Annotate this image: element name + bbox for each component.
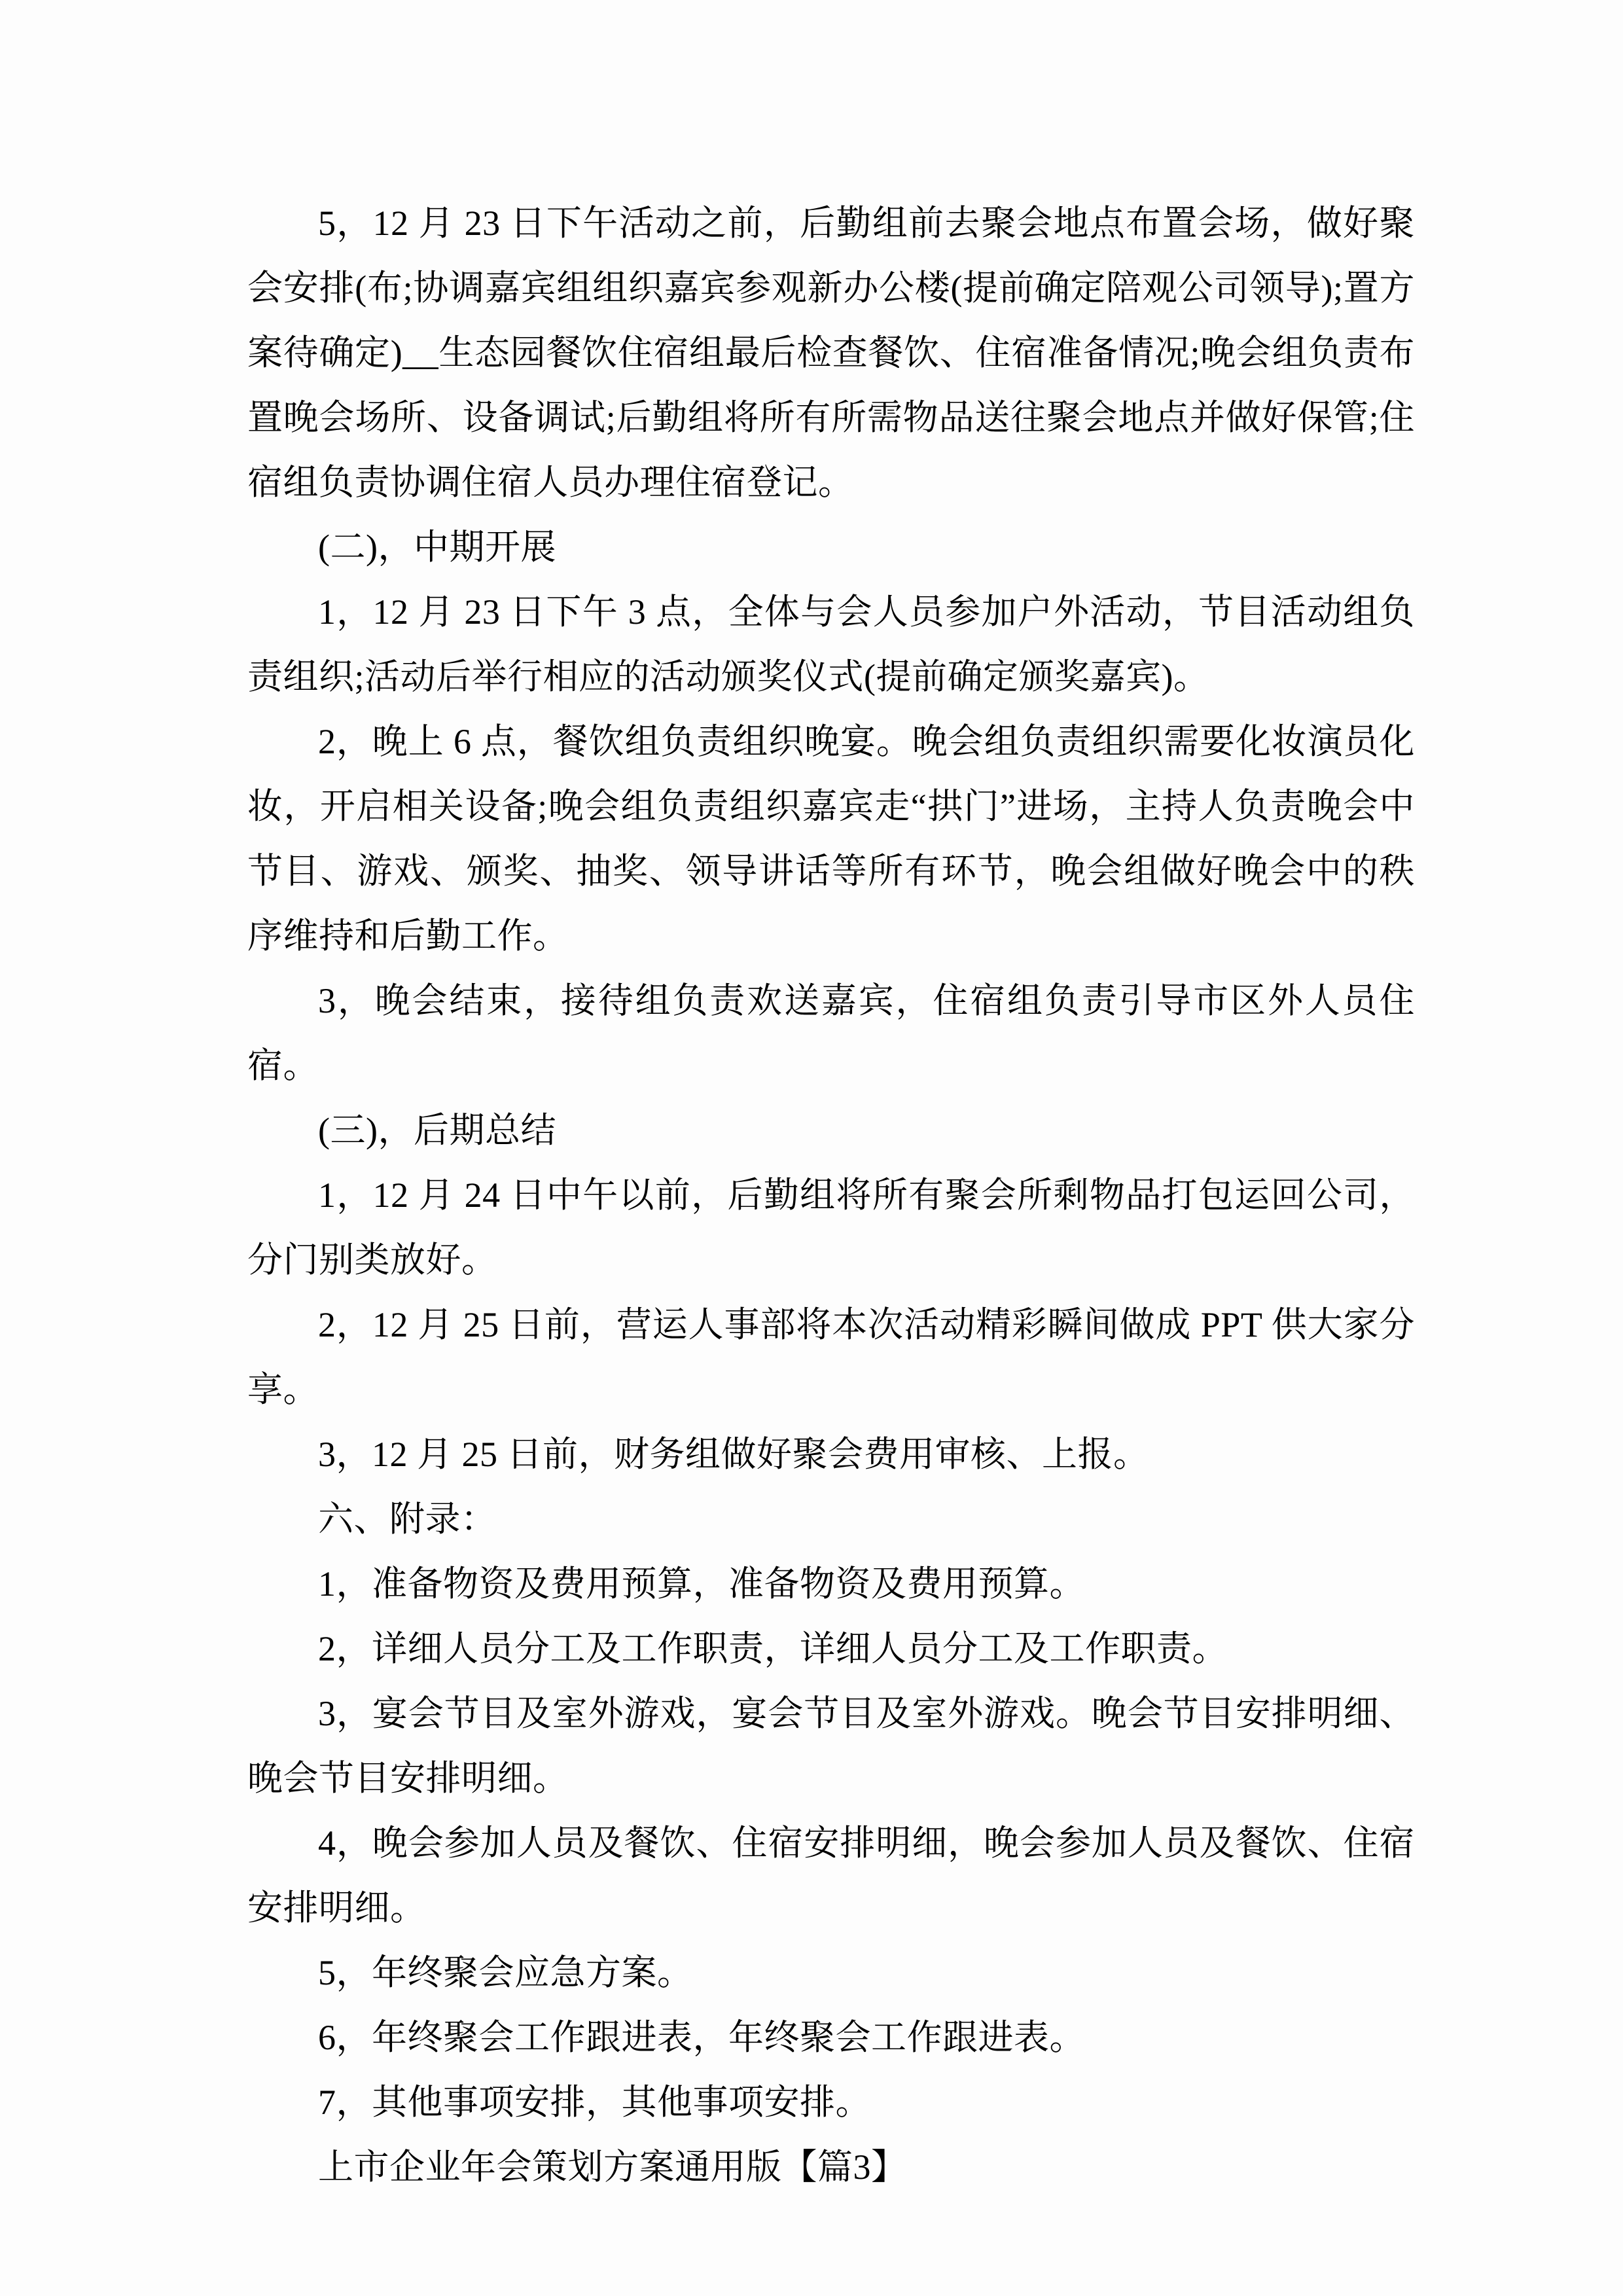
paragraph: 2，详细人员分工及工作职责，详细人员分工及工作职责。 (318, 1629, 1228, 1668)
paragraph: 6，年终聚会工作跟进表，年终聚会工作跟进表。 (318, 2018, 1085, 2057)
paragraph: 4，晚会参加人员及餐饮、住宿安排明细，晚会参加人员及餐饮、住宿安排明细。 (247, 1823, 1415, 1928)
paragraph: 5，12 月 23 日下午活动之前，后勤组前去聚会地点布置会场，做好聚会安排(布;协调嘉宾组组织嘉宾参观新办公楼(提前确定陪观公司领导);置方案待确定)__生态园餐饮住宿组最后检查餐饮、住宿准备情况;晚会组负责布置晚会场所、设备调试;后勤组将所有所需物品送往聚会地点并做好保管;住宿组负责协调住宿人员办理住宿登记。 (247, 204, 1415, 502)
paragraph: 3，宴会节目及室外游戏，宴会节目及室外游戏。晚会节目安排明细、晚会节目安排明细。 (247, 1694, 1415, 1798)
paragraph: 7，其他事项安排，其他事项安排。 (318, 2083, 871, 2122)
paragraph: (二)，中期开展 (318, 528, 556, 567)
paragraph: 2，12 月 25 日前，营运人事部将本次活动精彩瞬间做成 PPT 供大家分享。 (247, 1305, 1415, 1409)
paragraph: 3，晚会结束，接待组负责欢送嘉宾，住宿组负责引导市区外人员住宿。 (247, 981, 1415, 1085)
paragraph: 1，12 月 24 日中午以前，后勤组将所有聚会所剩物品打包运回公司，分门别类放好。 (247, 1175, 1415, 1280)
paragraph: 1，12 月 23 日下午 3 点，全体与会人员参加户外活动，节目活动组负责组织;活动后举行相应的活动颁奖仪式(提前确定颁奖嘉宾)。 (247, 592, 1415, 696)
paragraph: 六、附录： (318, 1499, 497, 1539)
paragraph: (三)，后期总结 (318, 1111, 556, 1150)
paragraph: 5，年终聚会应急方案。 (318, 1953, 693, 1992)
paragraph: 上市企业年会策划方案通用版【篇3】 (318, 2147, 907, 2187)
document-body-text (247, 191, 1415, 2200)
paragraph: 2，晚上 6 点，餐饮组负责组织晚宴。晚会组负责组织需要化妆演员化妆，开启相关设备;晚会组负责组织嘉宾走“拱门”进场，主持人负责晚会中节目、游戏、颁奖、抽奖、领导讲话等所有环节，晚会组做好晚会中的秩序维持和后勤工作。 (247, 722, 1415, 956)
paragraph: 3，12 月 25 日前，财务组做好聚会费用审核、上报。 (318, 1435, 1149, 1474)
paragraph: 1，准备物资及费用预算，准备物资及费用预算。 (318, 1564, 1085, 1604)
